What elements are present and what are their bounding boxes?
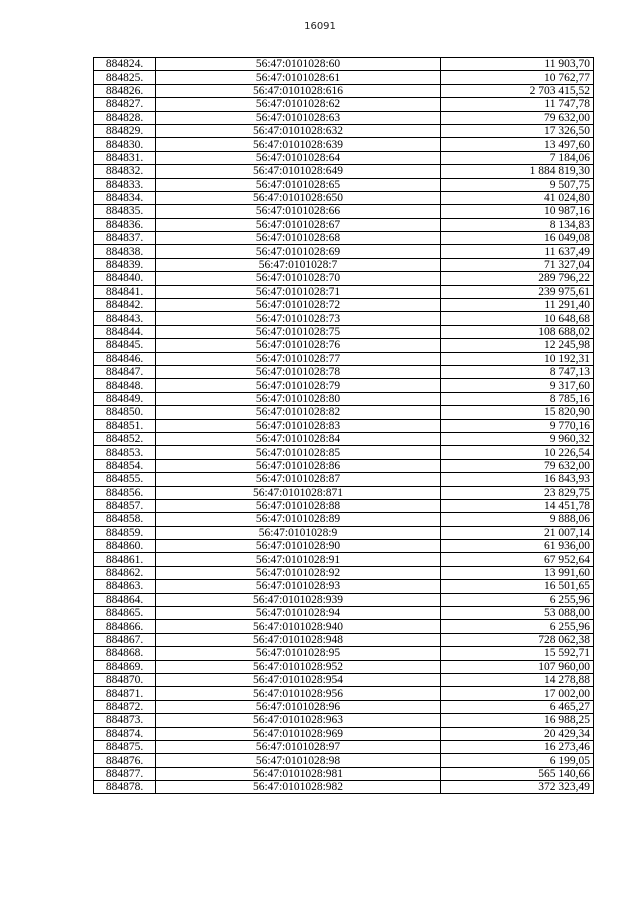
cadastral-value-cell: 53 088,00 bbox=[441, 607, 594, 620]
row-number-cell: 884868. bbox=[94, 647, 156, 660]
cadastral-number-cell: 56:47:0101028:96 bbox=[156, 700, 441, 713]
cadastral-number-cell: 56:47:0101028:948 bbox=[156, 633, 441, 646]
cadastral-value-cell: 10 226,54 bbox=[441, 446, 594, 459]
table-row bbox=[94, 111, 594, 124]
row-number-cell: 884849. bbox=[94, 392, 156, 405]
cadastral-number-cell: 56:47:0101028:67 bbox=[156, 218, 441, 231]
table-row bbox=[94, 258, 594, 271]
cadastral-number-cell: 56:47:0101028:64 bbox=[156, 151, 441, 164]
row-number-cell: 884838. bbox=[94, 245, 156, 258]
row-number-cell: 884833. bbox=[94, 178, 156, 191]
cadastral-value-cell: 9 770,16 bbox=[441, 419, 594, 432]
cadastral-value-cell: 6 255,96 bbox=[441, 593, 594, 606]
cadastral-value-cell: 11 747,78 bbox=[441, 98, 594, 111]
table-row bbox=[94, 781, 594, 794]
table-row bbox=[94, 486, 594, 499]
cadastral-value-cell: 107 960,00 bbox=[441, 660, 594, 673]
cadastral-number-cell: 56:47:0101028:616 bbox=[156, 84, 441, 97]
cadastral-value-cell: 565 140,66 bbox=[441, 767, 594, 780]
row-number-cell: 884830. bbox=[94, 138, 156, 151]
cadastral-value-cell: 10 987,16 bbox=[441, 205, 594, 218]
cadastral-value-cell: 20 429,34 bbox=[441, 727, 594, 740]
table-row bbox=[94, 446, 594, 459]
cadastral-number-cell: 56:47:0101028:649 bbox=[156, 165, 441, 178]
cadastral-number-cell: 56:47:0101028:77 bbox=[156, 352, 441, 365]
table-row bbox=[94, 593, 594, 606]
row-number-cell: 884856. bbox=[94, 486, 156, 499]
table-row bbox=[94, 647, 594, 660]
cadastral-value-cell: 11 291,40 bbox=[441, 299, 594, 312]
cadastral-value-cell: 7 184,06 bbox=[441, 151, 594, 164]
cadastral-number-cell: 56:47:0101028:963 bbox=[156, 714, 441, 727]
cadastral-value-cell: 79 632,00 bbox=[441, 459, 594, 472]
cadastral-value-cell: 10 192,31 bbox=[441, 352, 594, 365]
cadastral-value-cell: 6 255,96 bbox=[441, 620, 594, 633]
cadastral-number-cell: 56:47:0101028:982 bbox=[156, 781, 441, 794]
cadastral-number-cell: 56:47:0101028:632 bbox=[156, 124, 441, 137]
cadastral-number-cell: 56:47:0101028:93 bbox=[156, 580, 441, 593]
table-row bbox=[94, 124, 594, 137]
row-number-cell: 884877. bbox=[94, 767, 156, 780]
cadastral-number-cell: 56:47:0101028:75 bbox=[156, 325, 441, 338]
cadastral-value-cell: 11 637,49 bbox=[441, 245, 594, 258]
cadastral-number-cell: 56:47:0101028:72 bbox=[156, 299, 441, 312]
row-number-cell: 884852. bbox=[94, 432, 156, 445]
cadastral-value-cell: 71 327,04 bbox=[441, 258, 594, 271]
cadastral-value-cell: 239 975,61 bbox=[441, 285, 594, 298]
row-number-cell: 884869. bbox=[94, 660, 156, 673]
table-row bbox=[94, 473, 594, 486]
table-row bbox=[94, 379, 594, 392]
cadastral-value-cell: 13 991,60 bbox=[441, 566, 594, 579]
cadastral-value-cell: 41 024,80 bbox=[441, 191, 594, 204]
row-number-cell: 884841. bbox=[94, 285, 156, 298]
cadastral-value-cell: 10 648,68 bbox=[441, 312, 594, 325]
table-row bbox=[94, 232, 594, 245]
row-number-cell: 884857. bbox=[94, 499, 156, 512]
table-row bbox=[94, 607, 594, 620]
table-row bbox=[94, 245, 594, 258]
cadastral-number-cell: 56:47:0101028:80 bbox=[156, 392, 441, 405]
row-number-cell: 884843. bbox=[94, 312, 156, 325]
cadastral-value-cell: 9 960,32 bbox=[441, 432, 594, 445]
cadastral-value-cell: 16 273,46 bbox=[441, 740, 594, 753]
cadastral-value-cell: 13 497,60 bbox=[441, 138, 594, 151]
table-body bbox=[94, 58, 594, 794]
cadastral-value-cell: 6 199,05 bbox=[441, 754, 594, 767]
row-number-cell: 884842. bbox=[94, 299, 156, 312]
table-row bbox=[94, 84, 594, 97]
table-row bbox=[94, 513, 594, 526]
table-row bbox=[94, 352, 594, 365]
table-row bbox=[94, 312, 594, 325]
table-row bbox=[94, 392, 594, 405]
row-number-cell: 884864. bbox=[94, 593, 156, 606]
cadastral-number-cell: 56:47:0101028:650 bbox=[156, 191, 441, 204]
table-row bbox=[94, 419, 594, 432]
row-number-cell: 884850. bbox=[94, 406, 156, 419]
row-number-cell: 884827. bbox=[94, 98, 156, 111]
table-row bbox=[94, 540, 594, 553]
cadastral-number-cell: 56:47:0101028:88 bbox=[156, 499, 441, 512]
cadastral-value-cell: 11 903,70 bbox=[441, 58, 594, 71]
cadastral-number-cell: 56:47:0101028:63 bbox=[156, 111, 441, 124]
cadastral-number-cell: 56:47:0101028:92 bbox=[156, 566, 441, 579]
table-row bbox=[94, 633, 594, 646]
row-number-cell: 884831. bbox=[94, 151, 156, 164]
cadastral-value-cell: 16 843,93 bbox=[441, 473, 594, 486]
cadastral-value-cell: 16 501,65 bbox=[441, 580, 594, 593]
cadastral-number-cell: 56:47:0101028:86 bbox=[156, 459, 441, 472]
row-number-cell: 884828. bbox=[94, 111, 156, 124]
cadastral-value-cell: 6 465,27 bbox=[441, 700, 594, 713]
cadastral-value-cell: 8 747,13 bbox=[441, 365, 594, 378]
table-row bbox=[94, 566, 594, 579]
row-number-cell: 884840. bbox=[94, 272, 156, 285]
cadastral-value-cell: 289 796,22 bbox=[441, 272, 594, 285]
cadastral-number-cell: 56:47:0101028:78 bbox=[156, 365, 441, 378]
table-row bbox=[94, 178, 594, 191]
table-row bbox=[94, 165, 594, 178]
cadastral-number-cell: 56:47:0101028:66 bbox=[156, 205, 441, 218]
table-row bbox=[94, 365, 594, 378]
row-number-cell: 884851. bbox=[94, 419, 156, 432]
cadastral-number-cell: 56:47:0101028:954 bbox=[156, 673, 441, 686]
page-number: 16091 bbox=[304, 21, 336, 32]
row-number-cell: 884825. bbox=[94, 71, 156, 84]
cadastral-number-cell: 56:47:0101028:952 bbox=[156, 660, 441, 673]
row-number-cell: 884862. bbox=[94, 566, 156, 579]
row-number-cell: 884875. bbox=[94, 740, 156, 753]
cadastral-value-cell: 9 317,60 bbox=[441, 379, 594, 392]
cadastral-number-cell: 56:47:0101028:71 bbox=[156, 285, 441, 298]
table-row bbox=[94, 138, 594, 151]
table-row bbox=[94, 459, 594, 472]
cadastral-value-cell: 15 820,90 bbox=[441, 406, 594, 419]
cadastral-number-cell: 56:47:0101028:97 bbox=[156, 740, 441, 753]
row-number-cell: 884870. bbox=[94, 673, 156, 686]
table-row bbox=[94, 205, 594, 218]
table-row bbox=[94, 325, 594, 338]
cadastral-number-cell: 56:47:0101028:60 bbox=[156, 58, 441, 71]
row-number-cell: 884871. bbox=[94, 687, 156, 700]
table-row bbox=[94, 406, 594, 419]
cadastral-number-cell: 56:47:0101028:70 bbox=[156, 272, 441, 285]
row-number-cell: 884863. bbox=[94, 580, 156, 593]
row-number-cell: 884824. bbox=[94, 58, 156, 71]
row-number-cell: 884859. bbox=[94, 526, 156, 539]
cadastral-number-cell: 56:47:0101028:94 bbox=[156, 607, 441, 620]
cadastral-value-cell: 16 988,25 bbox=[441, 714, 594, 727]
row-number-cell: 884866. bbox=[94, 620, 156, 633]
row-number-cell: 884860. bbox=[94, 540, 156, 553]
cadastral-value-cell: 17 002,00 bbox=[441, 687, 594, 700]
cadastral-number-cell: 56:47:0101028:956 bbox=[156, 687, 441, 700]
cadastral-value-cell: 8 785,16 bbox=[441, 392, 594, 405]
row-number-cell: 884854. bbox=[94, 459, 156, 472]
table-row bbox=[94, 58, 594, 71]
row-number-cell: 884853. bbox=[94, 446, 156, 459]
cadastral-value-cell: 1 884 819,30 bbox=[441, 165, 594, 178]
cadastral-value-cell: 728 062,38 bbox=[441, 633, 594, 646]
row-number-cell: 884835. bbox=[94, 205, 156, 218]
cadastral-number-cell: 56:47:0101028:939 bbox=[156, 593, 441, 606]
cadastral-value-cell: 372 323,49 bbox=[441, 781, 594, 794]
cadastral-number-cell: 56:47:0101028:87 bbox=[156, 473, 441, 486]
table-row bbox=[94, 191, 594, 204]
table-row bbox=[94, 499, 594, 512]
cadastral-number-cell: 56:47:0101028:79 bbox=[156, 379, 441, 392]
cadastral-number-cell: 56:47:0101028:98 bbox=[156, 754, 441, 767]
row-number-cell: 884876. bbox=[94, 754, 156, 767]
table-row bbox=[94, 700, 594, 713]
table-row bbox=[94, 673, 594, 686]
cadastral-number-cell: 56:47:0101028:83 bbox=[156, 419, 441, 432]
cadastral-value-cell: 9 507,75 bbox=[441, 178, 594, 191]
cadastral-value-cell: 14 451,78 bbox=[441, 499, 594, 512]
row-number-cell: 884839. bbox=[94, 258, 156, 271]
cadastral-value-cell: 14 278,88 bbox=[441, 673, 594, 686]
cadastral-value-cell: 23 829,75 bbox=[441, 486, 594, 499]
cadastral-value-cell: 16 049,08 bbox=[441, 232, 594, 245]
table-row bbox=[94, 620, 594, 633]
cadastral-value-cell: 2 703 415,52 bbox=[441, 84, 594, 97]
cadastral-number-cell: 56:47:0101028:62 bbox=[156, 98, 441, 111]
cadastral-value-cell: 61 936,00 bbox=[441, 540, 594, 553]
row-number-cell: 884844. bbox=[94, 325, 156, 338]
cadastral-value-cell: 17 326,50 bbox=[441, 124, 594, 137]
row-number-cell: 884848. bbox=[94, 379, 156, 392]
table-row bbox=[94, 767, 594, 780]
table-row bbox=[94, 660, 594, 673]
table-row bbox=[94, 285, 594, 298]
cadastral-number-cell: 56:47:0101028:82 bbox=[156, 406, 441, 419]
cadastral-number-cell: 56:47:0101028:76 bbox=[156, 339, 441, 352]
cadastral-value-cell: 8 134,83 bbox=[441, 218, 594, 231]
table-row bbox=[94, 71, 594, 84]
cadastral-number-cell: 56:47:0101028:7 bbox=[156, 258, 441, 271]
cadastral-number-cell: 56:47:0101028:85 bbox=[156, 446, 441, 459]
row-number-cell: 884865. bbox=[94, 607, 156, 620]
row-number-cell: 884834. bbox=[94, 191, 156, 204]
table-row bbox=[94, 272, 594, 285]
table-row bbox=[94, 218, 594, 231]
row-number-cell: 884846. bbox=[94, 352, 156, 365]
cadastral-number-cell: 56:47:0101028:84 bbox=[156, 432, 441, 445]
table-row bbox=[94, 580, 594, 593]
cadastral-value-cell: 79 632,00 bbox=[441, 111, 594, 124]
row-number-cell: 884861. bbox=[94, 553, 156, 566]
row-number-cell: 884874. bbox=[94, 727, 156, 740]
table-row bbox=[94, 432, 594, 445]
cadastral-number-cell: 56:47:0101028:871 bbox=[156, 486, 441, 499]
row-number-cell: 884845. bbox=[94, 339, 156, 352]
cadastral-value-cell: 15 592,71 bbox=[441, 647, 594, 660]
table-row bbox=[94, 727, 594, 740]
table-row bbox=[94, 687, 594, 700]
table-row bbox=[94, 553, 594, 566]
cadastral-number-cell: 56:47:0101028:61 bbox=[156, 71, 441, 84]
cadastral-value-cell: 67 952,64 bbox=[441, 553, 594, 566]
cadastral-number-cell: 56:47:0101028:969 bbox=[156, 727, 441, 740]
cadastral-number-cell: 56:47:0101028:68 bbox=[156, 232, 441, 245]
row-number-cell: 884855. bbox=[94, 473, 156, 486]
row-number-cell: 884837. bbox=[94, 232, 156, 245]
table-row bbox=[94, 151, 594, 164]
cadastral-number-cell: 56:47:0101028:65 bbox=[156, 178, 441, 191]
row-number-cell: 884858. bbox=[94, 513, 156, 526]
table-row bbox=[94, 339, 594, 352]
cadastral-value-cell: 9 888,06 bbox=[441, 513, 594, 526]
cadastral-number-cell: 56:47:0101028:95 bbox=[156, 647, 441, 660]
cadastral-value-table bbox=[93, 57, 594, 794]
table-row bbox=[94, 299, 594, 312]
cadastral-number-cell: 56:47:0101028:940 bbox=[156, 620, 441, 633]
row-number-cell: 884872. bbox=[94, 700, 156, 713]
row-number-cell: 884873. bbox=[94, 714, 156, 727]
table-row bbox=[94, 98, 594, 111]
row-number-cell: 884867. bbox=[94, 633, 156, 646]
cadastral-number-cell: 56:47:0101028:69 bbox=[156, 245, 441, 258]
cadastral-value-cell: 10 762,77 bbox=[441, 71, 594, 84]
cadastral-number-cell: 56:47:0101028:91 bbox=[156, 553, 441, 566]
cadastral-number-cell: 56:47:0101028:89 bbox=[156, 513, 441, 526]
cadastral-number-cell: 56:47:0101028:639 bbox=[156, 138, 441, 151]
table-row bbox=[94, 754, 594, 767]
row-number-cell: 884832. bbox=[94, 165, 156, 178]
row-number-cell: 884826. bbox=[94, 84, 156, 97]
row-number-cell: 884878. bbox=[94, 781, 156, 794]
cadastral-number-cell: 56:47:0101028:90 bbox=[156, 540, 441, 553]
cadastral-value-cell: 108 688,02 bbox=[441, 325, 594, 338]
row-number-cell: 884847. bbox=[94, 365, 156, 378]
cadastral-number-cell: 56:47:0101028:73 bbox=[156, 312, 441, 325]
cadastral-value-cell: 21 007,14 bbox=[441, 526, 594, 539]
row-number-cell: 884829. bbox=[94, 124, 156, 137]
cadastral-number-cell: 56:47:0101028:9 bbox=[156, 526, 441, 539]
cadastral-number-cell: 56:47:0101028:981 bbox=[156, 767, 441, 780]
row-number-cell: 884836. bbox=[94, 218, 156, 231]
cadastral-value-cell: 12 245,98 bbox=[441, 339, 594, 352]
table-row bbox=[94, 526, 594, 539]
table-row bbox=[94, 714, 594, 727]
table-row bbox=[94, 740, 594, 753]
